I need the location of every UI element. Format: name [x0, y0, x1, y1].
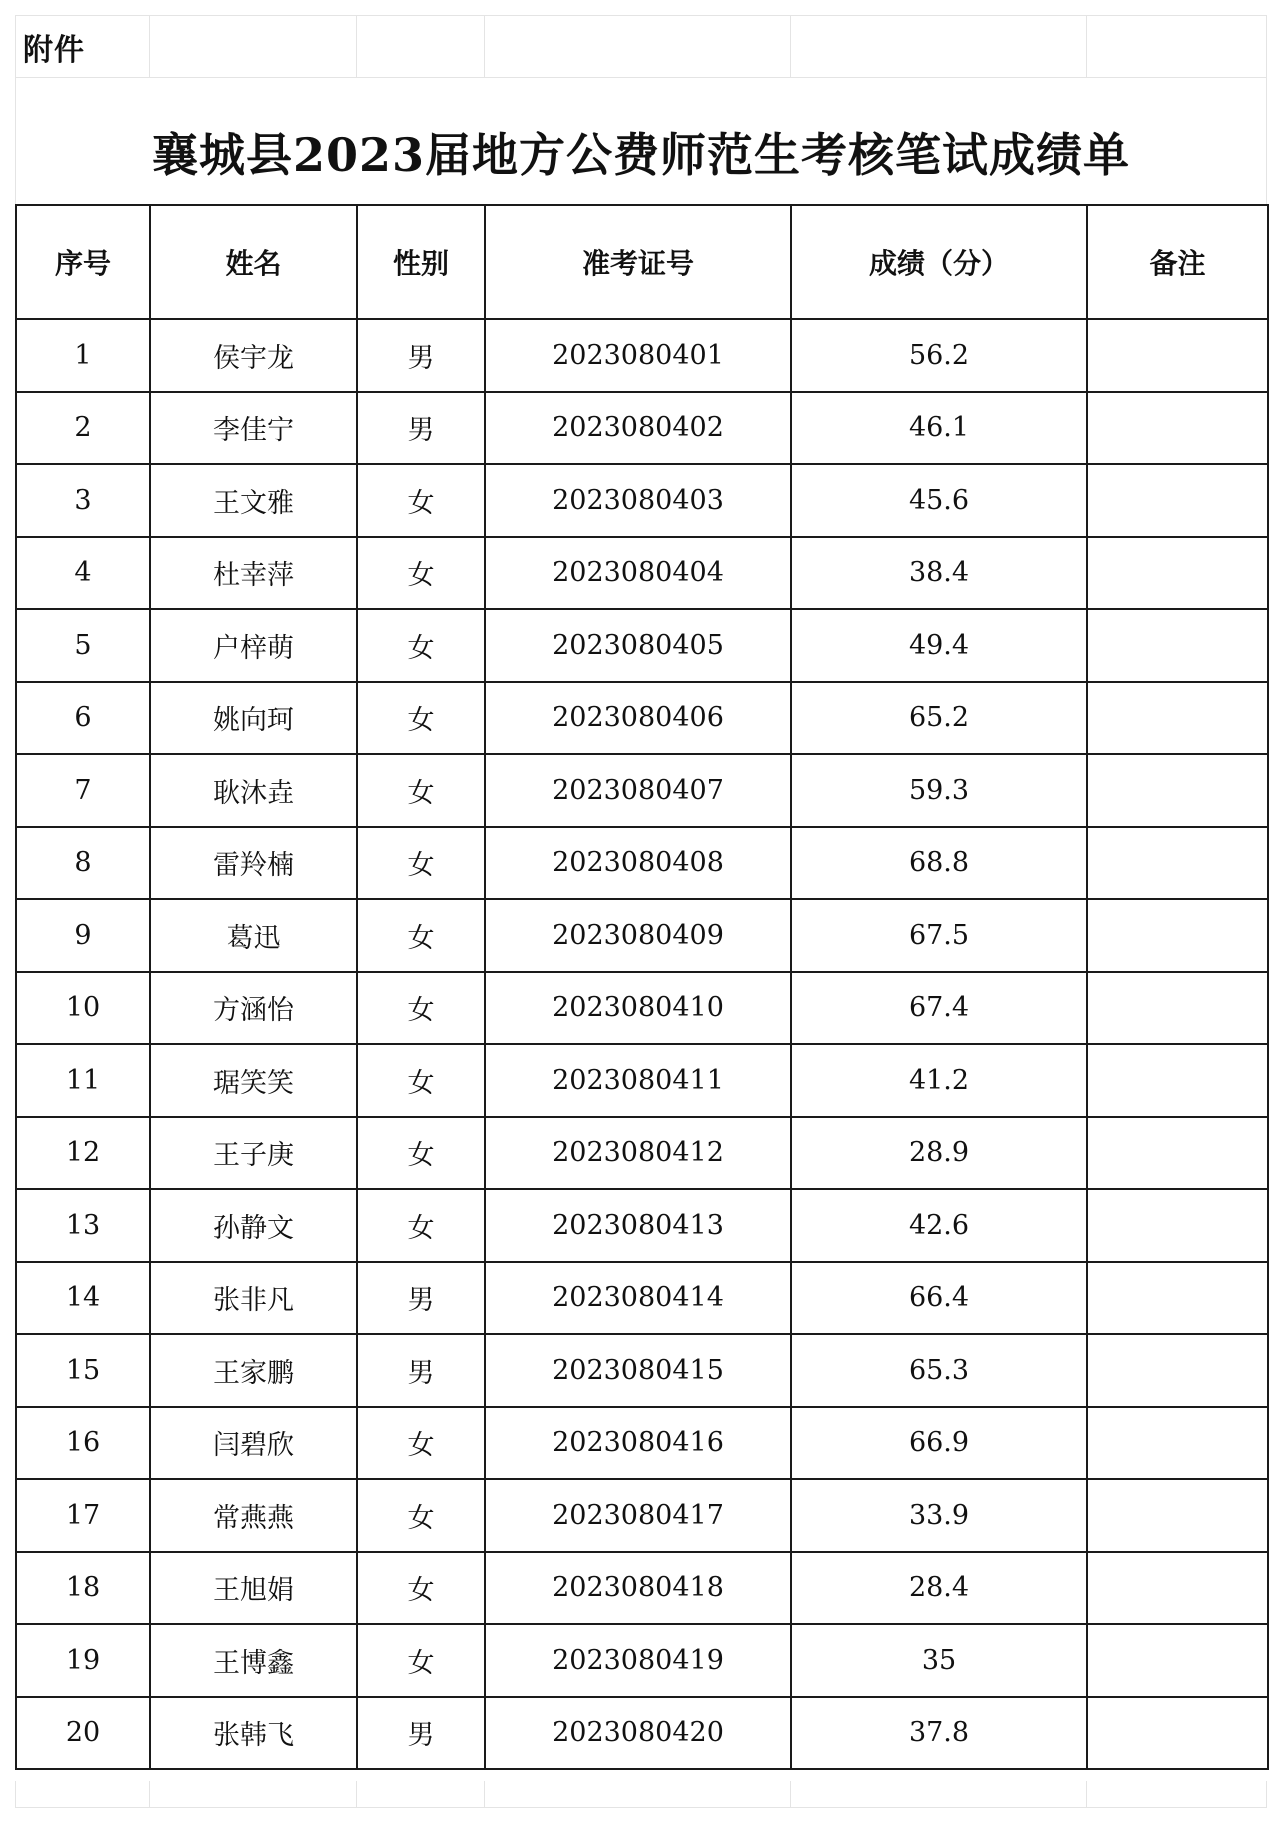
cell-gender: 女 [357, 1044, 485, 1117]
cell-score: 67.4 [791, 972, 1087, 1045]
cell-remarks [1087, 754, 1268, 827]
cell-exam-id: 2023080410 [485, 972, 791, 1045]
cell-index: 1 [16, 319, 150, 392]
cell-remarks [1087, 1697, 1268, 1770]
cell-index: 6 [16, 682, 150, 755]
cell-score: 35 [791, 1624, 1087, 1697]
cell-name: 户梓萌 [150, 609, 357, 682]
cell-score: 67.5 [791, 899, 1087, 972]
cell-index: 7 [16, 754, 150, 827]
grid-line [149, 1781, 150, 1808]
cell-index: 8 [16, 827, 150, 900]
table-row [16, 1334, 1268, 1407]
table-row [16, 464, 1268, 537]
cell-remarks [1087, 1552, 1268, 1625]
cell-score: 41.2 [791, 1044, 1087, 1117]
cell-gender: 女 [357, 609, 485, 682]
cell-exam-id: 2023080414 [485, 1262, 791, 1335]
cell-score: 68.8 [791, 827, 1087, 900]
cell-gender: 女 [357, 1189, 485, 1262]
cell-index: 18 [16, 1552, 150, 1625]
cell-exam-id: 2023080401 [485, 319, 791, 392]
cell-index: 10 [16, 972, 150, 1045]
grid-line [1086, 1781, 1087, 1808]
cell-exam-id: 2023080404 [485, 537, 791, 610]
cell-exam-id: 2023080405 [485, 609, 791, 682]
table-row [16, 1262, 1268, 1335]
table-row [16, 899, 1268, 972]
cell-score: 59.3 [791, 754, 1087, 827]
cell-index: 20 [16, 1697, 150, 1770]
table-row [16, 1189, 1268, 1262]
cell-index: 9 [16, 899, 150, 972]
cell-score: 28.9 [791, 1117, 1087, 1190]
table-row [16, 392, 1268, 465]
cell-name: 王家鹏 [150, 1334, 357, 1407]
table-row [16, 1479, 1268, 1552]
cell-remarks [1087, 1407, 1268, 1480]
cell-gender: 女 [357, 682, 485, 755]
cell-index: 2 [16, 392, 150, 465]
grid-line [15, 1807, 1267, 1808]
cell-gender: 女 [357, 754, 485, 827]
cell-exam-id: 2023080412 [485, 1117, 791, 1190]
cell-name: 葛迅 [150, 899, 357, 972]
score-table [15, 204, 1269, 1770]
cell-name: 耿沐垚 [150, 754, 357, 827]
cell-exam-id: 2023080409 [485, 899, 791, 972]
table-row [16, 1117, 1268, 1190]
cell-remarks [1087, 319, 1268, 392]
cell-gender: 女 [357, 1479, 485, 1552]
table-row [16, 1697, 1268, 1770]
cell-gender: 男 [357, 1697, 485, 1770]
cell-score: 45.6 [791, 464, 1087, 537]
cell-gender: 女 [357, 1552, 485, 1625]
table-row [16, 609, 1268, 682]
cell-exam-id: 2023080411 [485, 1044, 791, 1117]
page-title: 襄城县2023届地方公费师范生考核笔试成绩单 [151, 128, 1131, 182]
cell-index: 19 [16, 1624, 150, 1697]
cell-score: 37.8 [791, 1697, 1087, 1770]
cell-remarks [1087, 899, 1268, 972]
header-gender: 性别 [357, 205, 485, 319]
cell-index: 13 [16, 1189, 150, 1262]
cell-exam-id: 2023080413 [485, 1189, 791, 1262]
bottom-empty-row [15, 1781, 1267, 1808]
cell-index: 16 [16, 1407, 150, 1480]
table-row [16, 682, 1268, 755]
cell-gender: 女 [357, 899, 485, 972]
cell-exam-id: 2023080403 [485, 464, 791, 537]
cell-name: 杜幸萍 [150, 537, 357, 610]
cell-index: 14 [16, 1262, 150, 1335]
table-body [16, 319, 1268, 1769]
cell-name: 雷羚楠 [150, 827, 357, 900]
table-row [16, 972, 1268, 1045]
cell-name: 孙静文 [150, 1189, 357, 1262]
cell-exam-id: 2023080419 [485, 1624, 791, 1697]
cell-remarks [1087, 464, 1268, 537]
cell-score: 66.9 [791, 1407, 1087, 1480]
cell-name: 张非凡 [150, 1262, 357, 1335]
table-row [16, 754, 1268, 827]
cell-score: 65.3 [791, 1334, 1087, 1407]
cell-remarks [1087, 1334, 1268, 1407]
cell-name: 常燕燕 [150, 1479, 357, 1552]
cell-index: 3 [16, 464, 150, 537]
cell-remarks [1087, 1479, 1268, 1552]
table-row [16, 1407, 1268, 1480]
header-remarks: 备注 [1087, 205, 1268, 319]
cell-exam-id: 2023080406 [485, 682, 791, 755]
cell-score: 38.4 [791, 537, 1087, 610]
table-row [16, 537, 1268, 610]
cell-exam-id: 2023080417 [485, 1479, 791, 1552]
cell-name: 王旭娟 [150, 1552, 357, 1625]
table-row [16, 1044, 1268, 1117]
grid-line [356, 1781, 357, 1808]
cell-score: 46.1 [791, 392, 1087, 465]
cell-name: 王子庚 [150, 1117, 357, 1190]
grid-line [790, 1781, 791, 1808]
cell-name: 闫碧欣 [150, 1407, 357, 1480]
cell-remarks [1087, 1189, 1268, 1262]
cell-gender: 男 [357, 1262, 485, 1335]
grid-line [1266, 1781, 1267, 1808]
cell-index: 15 [16, 1334, 150, 1407]
cell-exam-id: 2023080420 [485, 1697, 791, 1770]
header-exam-id: 准考证号 [485, 205, 791, 319]
cell-name: 方涵怡 [150, 972, 357, 1045]
cell-exam-id: 2023080407 [485, 754, 791, 827]
cell-score: 56.2 [791, 319, 1087, 392]
header-score: 成绩（分） [791, 205, 1087, 319]
cell-exam-id: 2023080415 [485, 1334, 791, 1407]
cell-index: 12 [16, 1117, 150, 1190]
cell-name: 李佳宁 [150, 392, 357, 465]
attachment-label: 附件 [23, 33, 85, 68]
table-row [16, 319, 1268, 392]
cell-gender: 女 [357, 464, 485, 537]
cell-exam-id: 2023080416 [485, 1407, 791, 1480]
header-name: 姓名 [150, 205, 357, 319]
cell-name: 侯宇龙 [150, 319, 357, 392]
cell-remarks [1087, 1624, 1268, 1697]
title-row [15, 77, 1267, 219]
cell-name: 王文雅 [150, 464, 357, 537]
cell-name: 张韩飞 [150, 1697, 357, 1770]
cell-gender: 女 [357, 827, 485, 900]
cell-name: 姚向珂 [150, 682, 357, 755]
table-header-row [16, 205, 1268, 319]
cell-score: 28.4 [791, 1552, 1087, 1625]
cell-remarks [1087, 972, 1268, 1045]
cell-remarks [1087, 392, 1268, 465]
cell-gender: 男 [357, 392, 485, 465]
cell-gender: 女 [357, 1117, 485, 1190]
cell-gender: 女 [357, 1624, 485, 1697]
attachment-row [15, 15, 1267, 77]
header-index: 序号 [16, 205, 150, 319]
cell-gender: 女 [357, 537, 485, 610]
cell-index: 5 [16, 609, 150, 682]
cell-remarks [1087, 537, 1268, 610]
cell-remarks [1087, 1044, 1268, 1117]
grid-line [484, 1781, 485, 1808]
cell-remarks [1087, 609, 1268, 682]
cell-score: 33.9 [791, 1479, 1087, 1552]
table-row [16, 1552, 1268, 1625]
cell-exam-id: 2023080402 [485, 392, 791, 465]
spreadsheet-page [15, 15, 1267, 1808]
cell-score: 65.2 [791, 682, 1087, 755]
grid-line [15, 1781, 16, 1808]
table-row [16, 827, 1268, 900]
cell-index: 11 [16, 1044, 150, 1117]
cell-index: 17 [16, 1479, 150, 1552]
cell-score: 66.4 [791, 1262, 1087, 1335]
cell-gender: 男 [357, 319, 485, 392]
cell-remarks [1087, 1117, 1268, 1190]
cell-name: 王博鑫 [150, 1624, 357, 1697]
cell-remarks [1087, 682, 1268, 755]
cell-exam-id: 2023080418 [485, 1552, 791, 1625]
cell-gender: 男 [357, 1334, 485, 1407]
cell-remarks [1087, 827, 1268, 900]
cell-remarks [1087, 1262, 1268, 1335]
cell-score: 42.6 [791, 1189, 1087, 1262]
cell-score: 49.4 [791, 609, 1087, 682]
cell-index: 4 [16, 537, 150, 610]
cell-exam-id: 2023080408 [485, 827, 791, 900]
cell-name: 琚笑笑 [150, 1044, 357, 1117]
cell-gender: 女 [357, 1407, 485, 1480]
cell-gender: 女 [357, 972, 485, 1045]
table-row [16, 1624, 1268, 1697]
